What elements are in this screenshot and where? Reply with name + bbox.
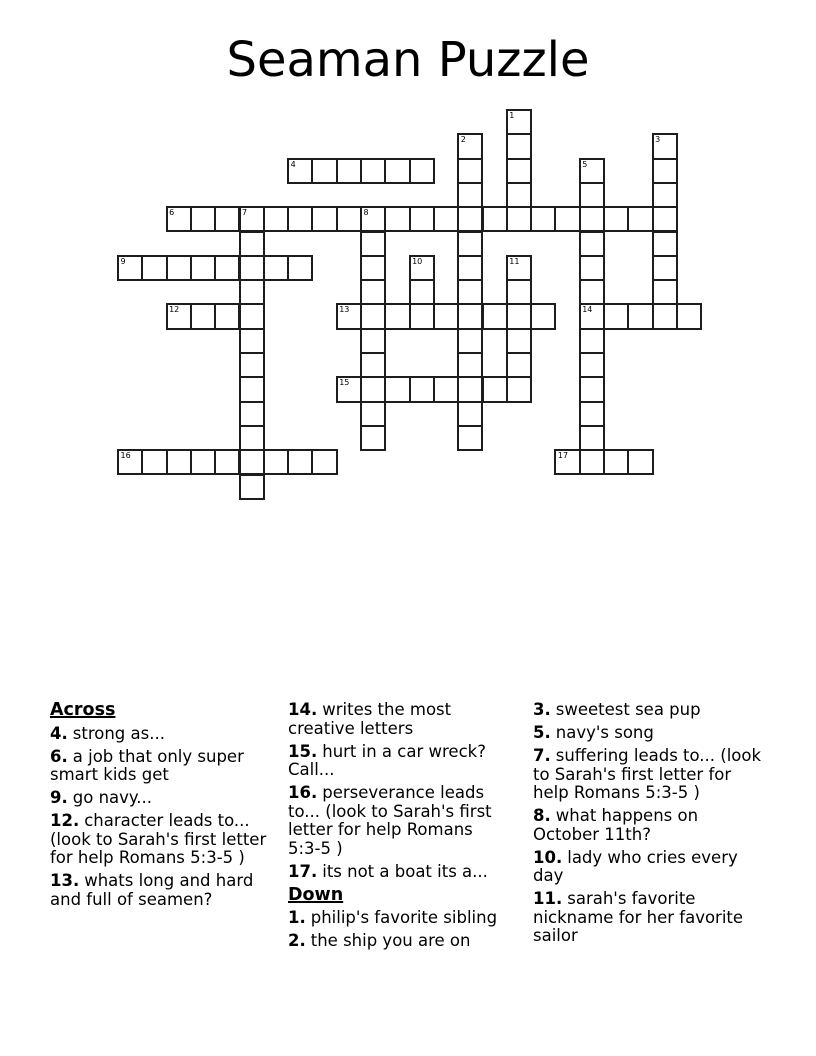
grid-cell[interactable]	[579, 303, 605, 329]
clue-text: hurt in a car wreck? Call...	[288, 741, 486, 779]
grid-cell[interactable]	[506, 206, 532, 232]
clue-item	[288, 863, 506, 882]
clue-number: 11.	[533, 889, 563, 908]
grid-cell[interactable]	[482, 303, 508, 329]
grid-cell[interactable]	[384, 376, 410, 402]
clue-item	[50, 725, 275, 744]
clue-item	[50, 812, 275, 868]
clue-item	[533, 807, 766, 844]
grid-cell[interactable]	[360, 401, 386, 427]
cell-number: 8	[363, 208, 369, 218]
clue-item	[533, 701, 766, 720]
grid-cell[interactable]	[409, 158, 435, 184]
cell-number: 10	[412, 256, 423, 266]
cell-number: 4	[290, 159, 296, 169]
clue-number: 16.	[288, 783, 318, 802]
grid-cell[interactable]	[579, 279, 605, 305]
grid-cell[interactable]	[676, 303, 702, 329]
grid-cell[interactable]	[603, 449, 629, 475]
clue-number: 9.	[50, 788, 68, 807]
grid-cell[interactable]	[579, 449, 605, 475]
cell-number: 3	[655, 135, 661, 145]
grid-cell[interactable]	[433, 303, 459, 329]
clue-column	[50, 701, 275, 914]
clue-number: 5.	[533, 723, 551, 742]
grid-cell[interactable]	[141, 255, 167, 281]
grid-cell[interactable]	[239, 303, 265, 329]
clues-section	[0, 701, 816, 1051]
clue-text: the ship you are on	[310, 931, 471, 950]
cell-number: 17	[557, 451, 569, 461]
grid-cell[interactable]	[336, 376, 362, 402]
grid-cell[interactable]	[263, 206, 289, 232]
grid-cell[interactable]	[603, 303, 629, 329]
grid-cell[interactable]	[652, 279, 678, 305]
grid-cell[interactable]	[384, 303, 410, 329]
grid-cell[interactable]	[603, 206, 629, 232]
cell-number: 12	[169, 305, 180, 315]
clue-number: 15.	[288, 741, 318, 761]
grid-cell[interactable]	[457, 425, 483, 451]
grid-cell[interactable]	[579, 206, 605, 232]
grid-cell[interactable]	[652, 231, 678, 257]
grid-cell[interactable]	[457, 255, 483, 281]
grid-cell[interactable]	[579, 328, 605, 354]
grid-cell[interactable]	[482, 376, 508, 402]
grid-cell[interactable]	[239, 401, 265, 427]
grid-cell[interactable]	[311, 449, 337, 475]
cell-number: 2	[460, 135, 466, 145]
grid-cell[interactable]	[409, 206, 435, 232]
grid-cell[interactable]	[457, 133, 483, 159]
grid-cell[interactable]	[166, 303, 192, 329]
cell-number: 13	[339, 305, 350, 315]
clue-number: 13.	[50, 871, 80, 890]
grid-cell[interactable]	[214, 449, 240, 475]
grid-cell[interactable]	[311, 158, 337, 184]
grid-cell[interactable]	[263, 255, 289, 281]
grid-cell[interactable]	[506, 182, 532, 208]
grid-cell[interactable]	[506, 279, 532, 305]
grid-cell[interactable]	[579, 352, 605, 378]
clue-text: lady who cries every day	[533, 847, 738, 885]
grid-cell[interactable]	[287, 206, 313, 232]
grid-cell[interactable]	[627, 303, 653, 329]
grid-cell[interactable]	[166, 255, 192, 281]
cell-number: 6	[169, 208, 175, 218]
grid-cell[interactable]	[506, 109, 532, 135]
grid-cell[interactable]	[554, 449, 580, 475]
grid-cell[interactable]	[457, 376, 483, 402]
clue-text: sweetest sea pup	[555, 700, 701, 719]
grid-cell[interactable]	[652, 133, 678, 159]
clue-item	[288, 909, 506, 928]
grid-cell[interactable]	[239, 376, 265, 402]
grid-cell[interactable]	[287, 255, 313, 281]
clue-number: 12.	[50, 811, 80, 830]
grid-cell[interactable]	[190, 449, 216, 475]
grid-cell[interactable]	[409, 376, 435, 402]
grid-cell[interactable]	[457, 231, 483, 257]
clue-item	[50, 872, 275, 909]
grid-cell[interactable]	[579, 425, 605, 451]
grid-cell[interactable]	[409, 303, 435, 329]
grid-cell[interactable]	[409, 255, 435, 281]
grid-cell[interactable]	[360, 328, 386, 354]
clue-number: 1.	[288, 908, 306, 927]
grid-cell[interactable]	[287, 449, 313, 475]
grid-cell[interactable]	[506, 255, 532, 281]
cell-number: 14	[582, 305, 593, 315]
grid-cell[interactable]	[311, 206, 337, 232]
grid-cell[interactable]	[579, 231, 605, 257]
grid-cell[interactable]	[190, 255, 216, 281]
grid-cell[interactable]	[214, 206, 240, 232]
grid-cell[interactable]	[506, 133, 532, 159]
clue-text: character leads to...(look to Sarah's first letter for help Romans 5:3-5 )	[50, 811, 267, 867]
grid-cell[interactable]	[506, 376, 532, 402]
grid-cell[interactable]	[239, 255, 265, 281]
grid-cell[interactable]	[360, 376, 386, 402]
grid-cell[interactable]	[214, 303, 240, 329]
clue-item	[50, 748, 275, 785]
grid-cell[interactable]	[239, 425, 265, 451]
cell-number: 7	[242, 208, 248, 218]
grid-cell[interactable]	[360, 255, 386, 281]
grid-cell[interactable]	[579, 255, 605, 281]
clue-item	[50, 789, 275, 808]
grid-cell[interactable]	[457, 158, 483, 184]
grid-cell[interactable]	[360, 279, 386, 305]
grid-cell[interactable]	[166, 449, 192, 475]
grid-cell[interactable]	[190, 303, 216, 329]
grid-cell[interactable]	[554, 206, 580, 232]
grid-cell[interactable]	[239, 352, 265, 378]
grid-cell[interactable]	[336, 303, 362, 329]
grid-cell[interactable]	[239, 474, 265, 500]
grid-cell[interactable]	[117, 449, 143, 475]
grid-cell[interactable]	[506, 328, 532, 354]
clue-number: 7.	[533, 746, 551, 765]
clue-text: navy's song	[555, 723, 654, 742]
grid-cell[interactable]	[360, 352, 386, 378]
clue-number: 8.	[533, 806, 551, 825]
grid-cell[interactable]	[360, 425, 386, 451]
grid-cell[interactable]	[652, 158, 678, 184]
grid-cell[interactable]	[457, 328, 483, 354]
clue-text: whats long and hard and full of seamen?	[50, 871, 254, 909]
clue-column	[288, 701, 506, 955]
grid-cell[interactable]	[433, 376, 459, 402]
clue-number: 2.	[288, 931, 306, 950]
grid-cell[interactable]	[239, 206, 265, 232]
clue-number: 6.	[50, 746, 68, 766]
grid-cell[interactable]	[384, 158, 410, 184]
grid-cell[interactable]	[287, 158, 313, 184]
clue-list-header-across: Across	[50, 700, 116, 720]
grid-cell[interactable]	[239, 328, 265, 354]
clue-number: 4.	[50, 723, 68, 743]
grid-cell[interactable]	[457, 279, 483, 305]
clue-text: perseverance leads to... (look to Sarah's first letter for help Romans 5:3-5 )	[288, 783, 492, 858]
cell-number: 16	[120, 451, 131, 461]
grid-cell[interactable]	[117, 255, 143, 281]
grid-cell[interactable]	[579, 158, 605, 184]
grid-cell[interactable]	[360, 206, 386, 232]
clue-text: writes the most creative letters	[288, 700, 452, 738]
grid-cell[interactable]	[627, 206, 653, 232]
clue-text: go navy...	[72, 788, 153, 807]
grid-cell[interactable]	[360, 231, 386, 257]
grid-cell[interactable]	[239, 231, 265, 257]
clue-item	[288, 784, 506, 858]
grid-cell[interactable]	[506, 303, 532, 329]
grid-cell[interactable]	[652, 206, 678, 232]
grid-cell[interactable]	[360, 158, 386, 184]
grid-cell[interactable]	[627, 449, 653, 475]
grid-cell[interactable]	[360, 303, 386, 329]
clue-list-header-down: Down	[288, 884, 344, 905]
grid-cell[interactable]	[530, 206, 556, 232]
clue-item	[533, 890, 766, 946]
cell-number: 9	[120, 256, 126, 266]
clue-text: philip's favorite sibling	[310, 908, 498, 927]
grid-cell[interactable]	[652, 255, 678, 281]
clue-text: what happens on October 11th?	[533, 806, 699, 844]
grid-cell[interactable]	[190, 206, 216, 232]
clue-number: 14.	[288, 700, 318, 719]
grid-cell[interactable]	[239, 449, 265, 475]
grid-cell[interactable]	[457, 182, 483, 208]
grid-cell[interactable]	[457, 206, 483, 232]
clue-number: 17.	[288, 861, 318, 881]
grid-cell[interactable]	[457, 352, 483, 378]
clue-item	[533, 724, 766, 743]
grid-cell[interactable]	[166, 206, 192, 232]
grid-cell[interactable]	[263, 449, 289, 475]
grid-cell[interactable]	[239, 279, 265, 305]
cell-number: 5	[582, 159, 588, 169]
cell-number: 1	[509, 111, 515, 120]
clue-item	[533, 849, 766, 886]
clue-number: 3.	[533, 700, 551, 719]
grid-cell[interactable]	[214, 255, 240, 281]
grid-cell[interactable]	[579, 376, 605, 402]
grid-cell[interactable]	[482, 206, 508, 232]
clue-text: sarah's favorite nickname for her favorite sailor	[533, 889, 744, 945]
clue-item	[288, 701, 506, 738]
clue-number: 10.	[533, 847, 563, 867]
clue-item	[288, 932, 506, 951]
grid-cell[interactable]	[141, 449, 167, 475]
grid-cell[interactable]	[433, 206, 459, 232]
grid-cell[interactable]	[579, 182, 605, 208]
grid-cell[interactable]	[457, 401, 483, 427]
grid-cell[interactable]	[336, 158, 362, 184]
clue-text: strong as...	[72, 723, 165, 743]
grid-cell[interactable]	[506, 352, 532, 378]
clue-item	[533, 747, 766, 803]
grid-cell[interactable]	[409, 279, 435, 305]
grid-cell[interactable]	[530, 303, 556, 329]
grid-cell[interactable]	[579, 401, 605, 427]
grid-cell[interactable]	[384, 206, 410, 232]
grid-cell[interactable]	[652, 182, 678, 208]
page-title: Seaman Puzzle	[226, 32, 590, 88]
grid-cell[interactable]	[506, 158, 532, 184]
grid-cell[interactable]	[336, 206, 362, 232]
cell-number: 11	[509, 256, 520, 266]
grid-cell[interactable]	[457, 303, 483, 329]
clue-column	[533, 701, 766, 950]
clue-text: suffering leads to... (look to Sarah's first letter for help Romans 5:3-5 )	[533, 746, 762, 802]
cell-number: 15	[339, 378, 350, 388]
clue-text: a job that only super smart kids get	[50, 746, 244, 784]
clue-text: its not a boat its a...	[322, 861, 488, 881]
clue-item	[288, 743, 506, 780]
grid-cell[interactable]	[652, 303, 678, 329]
